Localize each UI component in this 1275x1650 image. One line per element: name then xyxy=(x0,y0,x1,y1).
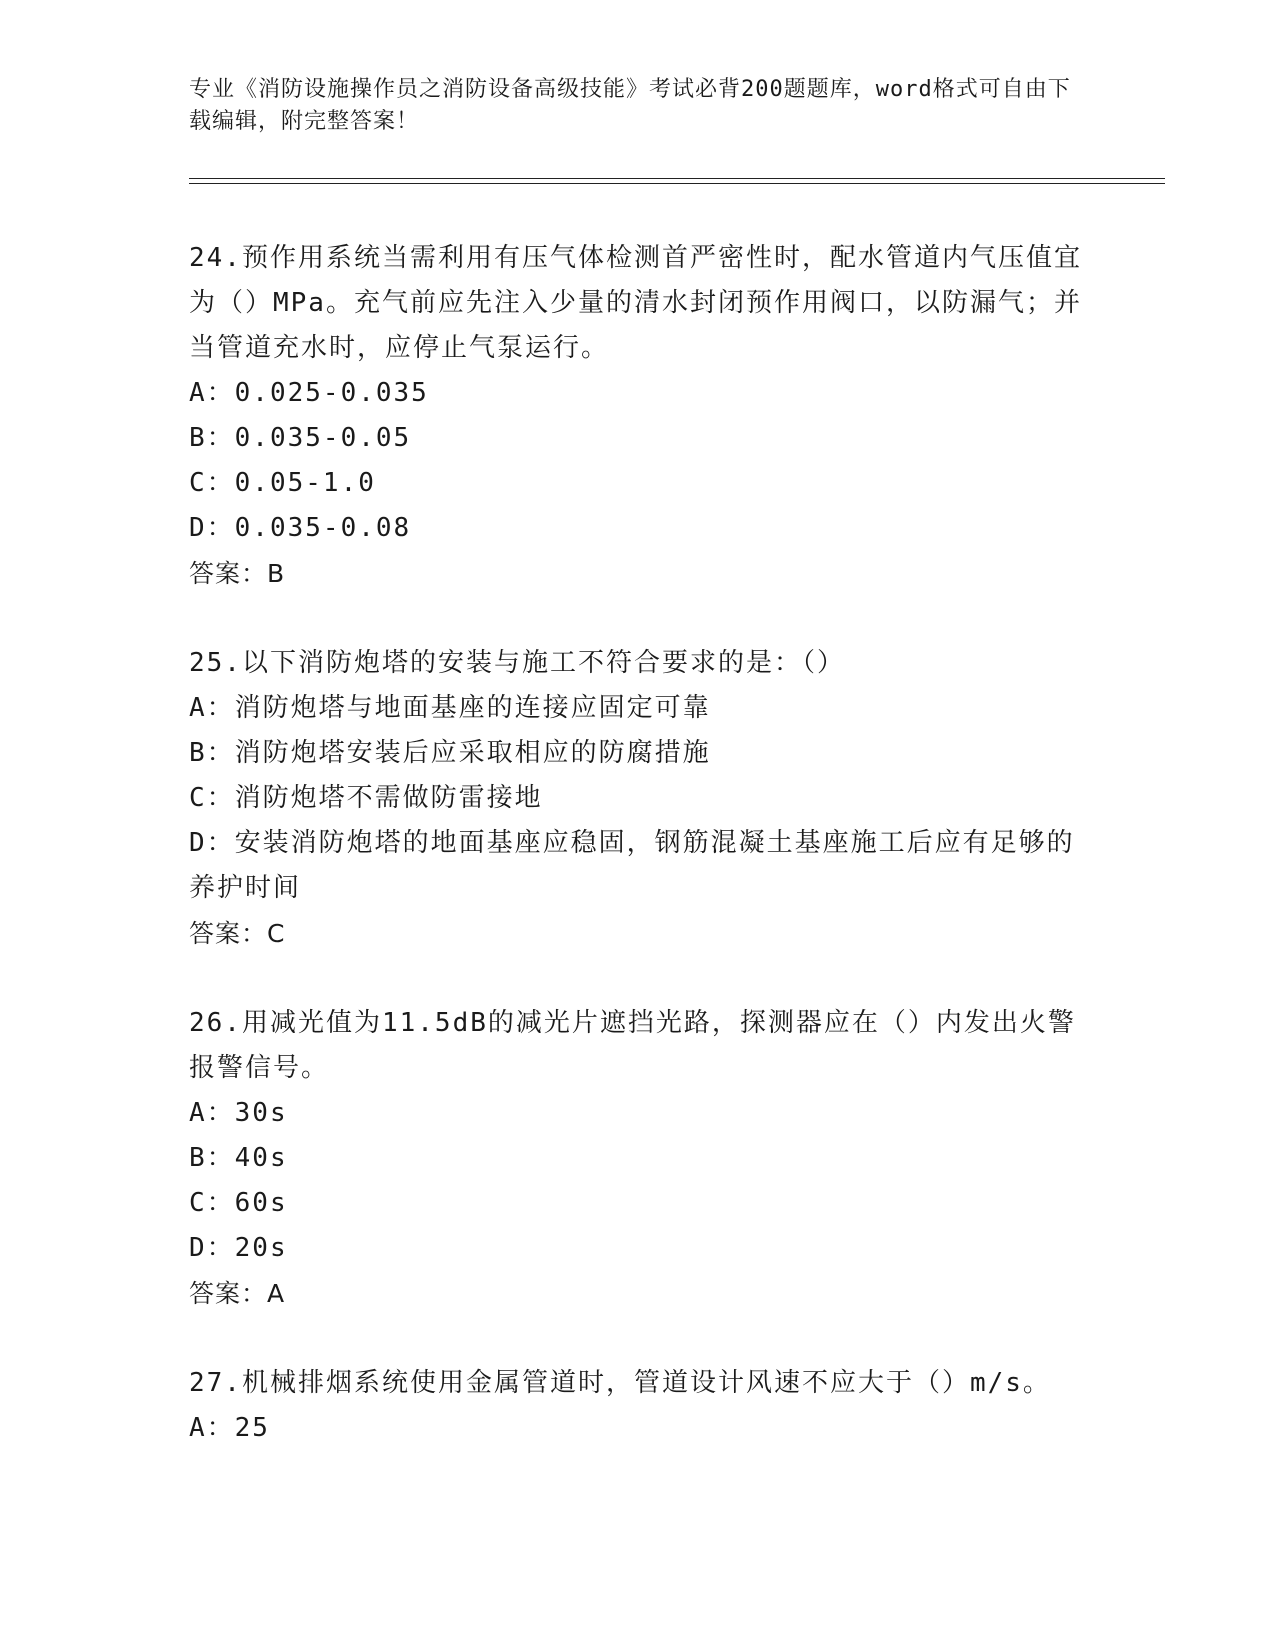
question-list xyxy=(189,236,1089,1496)
option-b: B：40s xyxy=(189,1143,288,1173)
header-divider-bottom xyxy=(189,183,1165,184)
option-a: A：30s xyxy=(189,1098,288,1128)
question-stem: 24.预作用系统当需利用有压气体检测首严密性时，配水管道内气压值宜为（）MPa。充气前应先注入少量的清水封闭预作用阀口，以防漏气；并当管道充水时，应停止气泵运行。 xyxy=(189,243,1082,363)
option-d: D：20s xyxy=(189,1233,288,1263)
document-header: 专业《消防设施操作员之消防设备高级技能》考试必背200题题库，word格式可自由下载编辑，附完整答案！ xyxy=(189,77,1071,134)
question-stem: 27.机械排烟系统使用金属管道时，管道设计风速不应大于（）m/s。 xyxy=(189,1368,1051,1398)
answer-line: 答案：C xyxy=(189,919,286,948)
question-26 xyxy=(189,1001,1089,1316)
option-d: D：0.035-0.08 xyxy=(189,513,412,543)
question-25 xyxy=(189,641,1089,956)
option-c: C：消防炮塔不需做防雷接地 xyxy=(189,783,543,813)
question-24 xyxy=(189,236,1089,596)
option-a: A：25 xyxy=(189,1413,270,1443)
option-c: C：60s xyxy=(189,1188,288,1218)
option-c: C：0.05-1.0 xyxy=(189,468,376,498)
answer-line: 答案：B xyxy=(189,559,286,588)
option-a: A：消防炮塔与地面基座的连接应固定可靠 xyxy=(189,693,711,723)
answer-line: 答案：A xyxy=(189,1279,286,1308)
header-divider-top xyxy=(189,178,1165,179)
question-stem: 25.以下消防炮塔的安装与施工不符合要求的是：（） xyxy=(189,648,845,678)
option-d: D：安装消防炮塔的地面基座应稳固，钢筋混凝土基座施工后应有足够的养护时间 xyxy=(189,828,1075,903)
question-stem: 26.用减光值为11.5dB的减光片遮挡光路，探测器应在（）内发出火警报警信号。 xyxy=(189,1008,1076,1083)
option-a: A：0.025-0.035 xyxy=(189,378,429,408)
question-27 xyxy=(189,1361,1089,1451)
option-b: B：0.035-0.05 xyxy=(189,423,412,453)
option-b: B：消防炮塔安装后应采取相应的防腐措施 xyxy=(189,738,711,768)
